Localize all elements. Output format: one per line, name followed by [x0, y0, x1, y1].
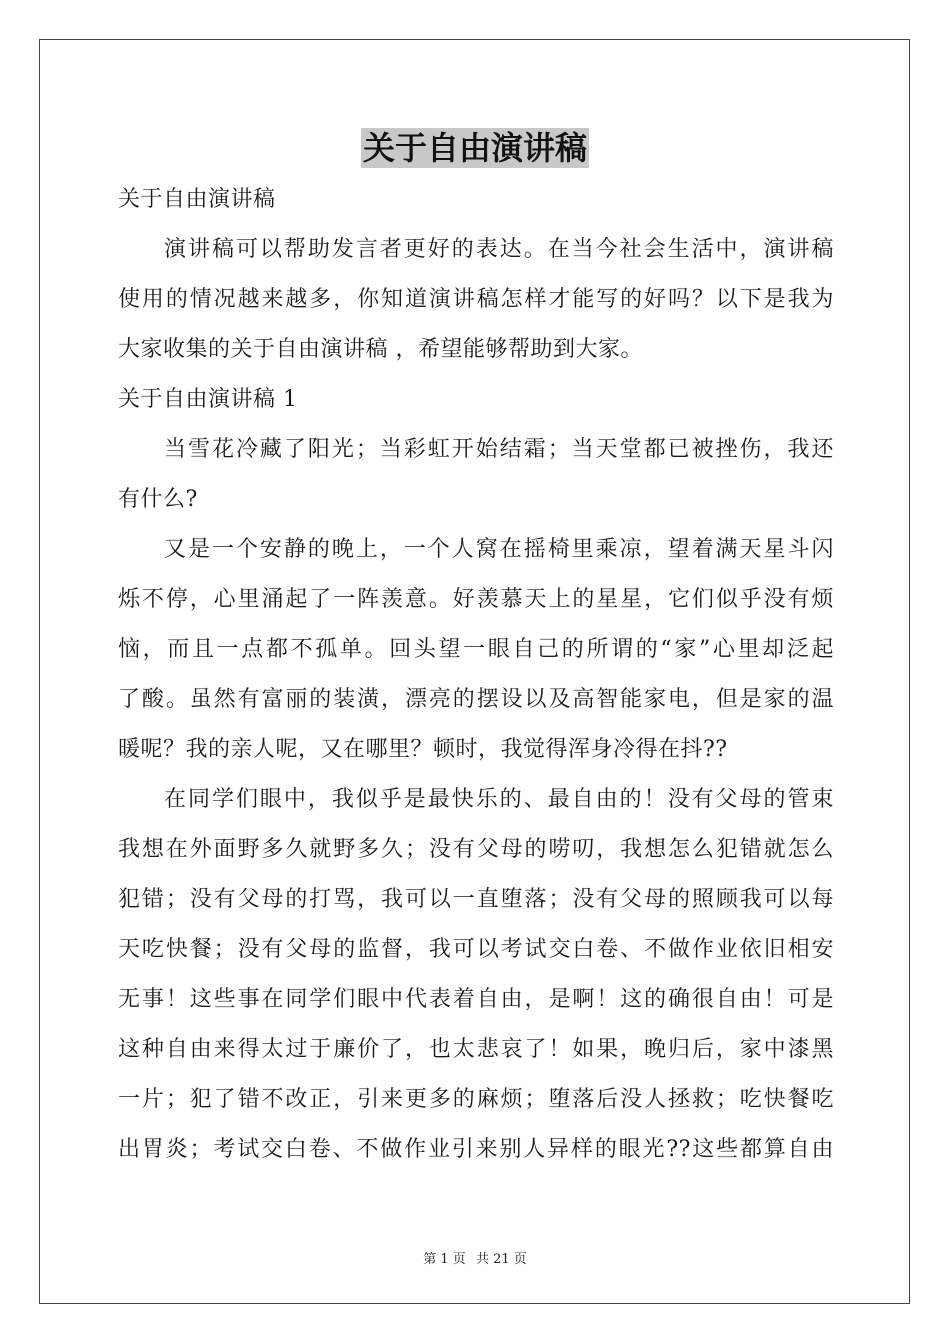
text-line: 了酸。虽然有富丽的装潢，漂亮的摆设以及高智能家电，但是家的温: [118, 687, 834, 712]
document-body: [118, 175, 834, 1175]
text-line: 无事！这些事在同学们眼中代表着自由，是啊！这的确很自由！可是: [118, 987, 834, 1012]
text-line: 我想在外面野多久就野多久；没有父母的唠叨，我想怎么犯错就怎么: [118, 837, 834, 862]
text-line: 出胃炎；考试交白卷、不做作业引来别人异样的眼光??这些都算自由: [118, 1137, 834, 1162]
text-line: 烁不停，心里涌起了一阵羡意。好羡慕天上的星星，它们似乎没有烦: [118, 587, 834, 612]
text-line: 当雪花冷藏了阳光；当彩虹开始结霜；当天堂都已被挫伤，我还: [164, 437, 834, 462]
text-line: 暖呢？我的亲人呢，又在哪里？顿时，我觉得浑身冷得在抖??: [118, 737, 728, 762]
text-line: 关于自由演讲稿 1: [118, 387, 298, 412]
text-line: 又是一个安静的晚上，一个人窝在摇椅里乘凉，望着满天星斗闪: [164, 537, 834, 562]
page-number: 第 1 页: [423, 1252, 466, 1267]
document-title: 关于自由演讲稿: [362, 129, 587, 167]
text-line: 有什么?: [118, 487, 198, 512]
title-container: [0, 128, 950, 168]
page-footer: [0, 1248, 950, 1267]
text-line: 犯错；没有父母的打骂，我可以一直堕落；没有父母的照顾我可以每: [118, 887, 834, 912]
text-line: 在同学们眼中，我似乎是最快乐的、最自由的！没有父母的管束: [164, 787, 834, 812]
text-line: 天吃快餐；没有父母的监督，我可以考试交白卷、不做作业依旧相安: [118, 937, 834, 962]
text-line: 大家收集的关于自由演讲稿 ，希望能够帮助到大家。: [118, 337, 643, 362]
total-pages: 共 21 页: [475, 1252, 527, 1267]
text-line: 使用的情况越来越多，你知道演讲稿怎样才能写的好吗？以下是我为: [118, 287, 834, 312]
text-line: 演讲稿可以帮助发言者更好的表达。在当今社会生活中，演讲稿: [164, 237, 834, 262]
text-line: 一片；犯了错不改正，引来更多的麻烦；堕落后没人拯救；吃快餐吃: [118, 1087, 834, 1112]
text-line: 这种自由来得太过于廉价了，也太悲哀了！如果，晚归后，家中漆黑: [118, 1037, 834, 1062]
text-line: 恼，而且一点都不孤单。回头望一眼自己的所谓的“家”心里却泛起: [118, 637, 834, 662]
text-line: 关于自由演讲稿: [118, 187, 276, 212]
